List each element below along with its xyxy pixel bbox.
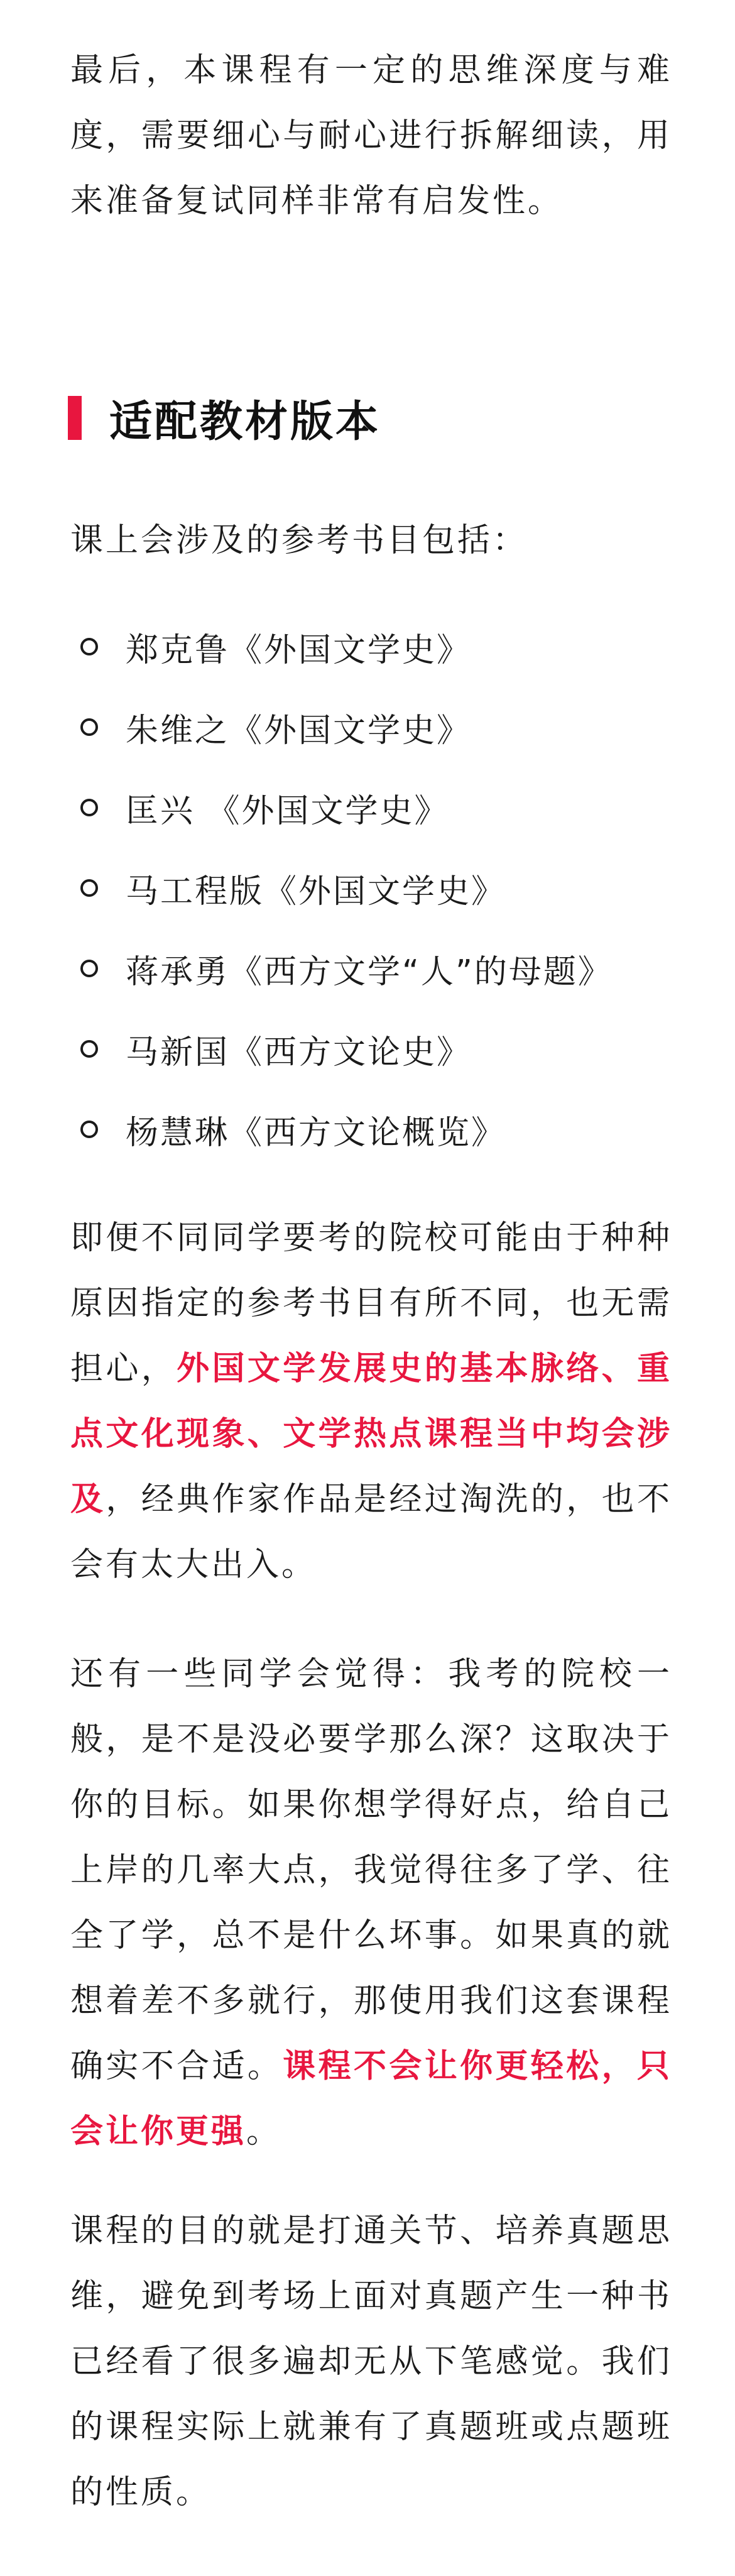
list-item: [70, 767, 672, 848]
book-title: 杨慧琳《西方文论概览》: [126, 1114, 506, 1152]
bullet-circle-icon: [80, 638, 98, 655]
book-title: 马新国《西方文论史》: [126, 1033, 472, 1072]
assurance-paragraph: [70, 1205, 672, 1598]
reference-book-list: [70, 606, 672, 1170]
bullet-circle-icon: [80, 879, 98, 897]
section-title: 适配教材版本: [109, 397, 381, 447]
depth-highlight: 课程不会让你更轻松，只会让你更强: [70, 2047, 672, 2151]
depth-text-after: 。: [246, 2113, 282, 2151]
bullet-circle-icon: [80, 1121, 98, 1138]
list-item: [70, 1089, 672, 1170]
assurance-text-after: ，经典作家作品是经过淘洗的，也不会有太大出入。: [70, 1481, 672, 1584]
section-heading: [68, 383, 381, 452]
heading-accent-bar: [68, 396, 82, 440]
depth-text-before: 还有一些同学会觉得：我考的院校一般，是不是没必要学那么深？这取决于你的目标。如果你想学得好点，给自己上岸的几率大点，我觉得往多了学、往全了学，总不是什么坏事。如果真的就想着差不多就行，那使用我们这套课程确实不合适。: [70, 1655, 672, 2085]
bullet-circle-icon: [80, 960, 98, 977]
bullet-circle-icon: [80, 718, 98, 736]
list-item: [70, 928, 672, 1009]
book-title: 朱维之《外国文学史》: [126, 711, 472, 750]
intro-paragraph: 最后，本课程有一定的思维深度与难度，需要细心与耐心进行拆解细读，用来准备复试同样非常有启发性。: [70, 52, 672, 220]
bullet-circle-icon: [80, 1040, 98, 1058]
book-title: 匡兴 《外国文学史》: [126, 792, 449, 830]
assurance-text-before: 即便不同同学要考的院校可能由于种种原因指定的参考书目有所不同，也无需担心，: [70, 1219, 672, 1388]
assurance-highlight: 外国文学发展史的基本脉络、重点文化现象、文学热点课程当中均会涉及: [70, 1350, 672, 1518]
list-item: [70, 687, 672, 767]
book-title: 蒋承勇《西方文学“人”的母题》: [126, 953, 612, 991]
list-item: [70, 606, 672, 687]
depth-paragraph: [70, 1642, 672, 2164]
list-item: [70, 1009, 672, 1089]
goal-paragraph: 课程的目的就是打通关节、培养真题思维，避免到考场上面对真题产生一种书已经看了很多遍却无从下笔感觉。我们的课程实际上就兼有了真题班或点题班的性质。: [70, 2212, 672, 2511]
books-lead: 课上会涉及的参考书目包括：: [70, 522, 528, 559]
list-item: [70, 848, 672, 928]
bullet-circle-icon: [80, 799, 98, 816]
book-title: 马工程版《外国文学史》: [126, 872, 506, 911]
book-title: 郑克鲁《外国文学史》: [126, 631, 472, 669]
